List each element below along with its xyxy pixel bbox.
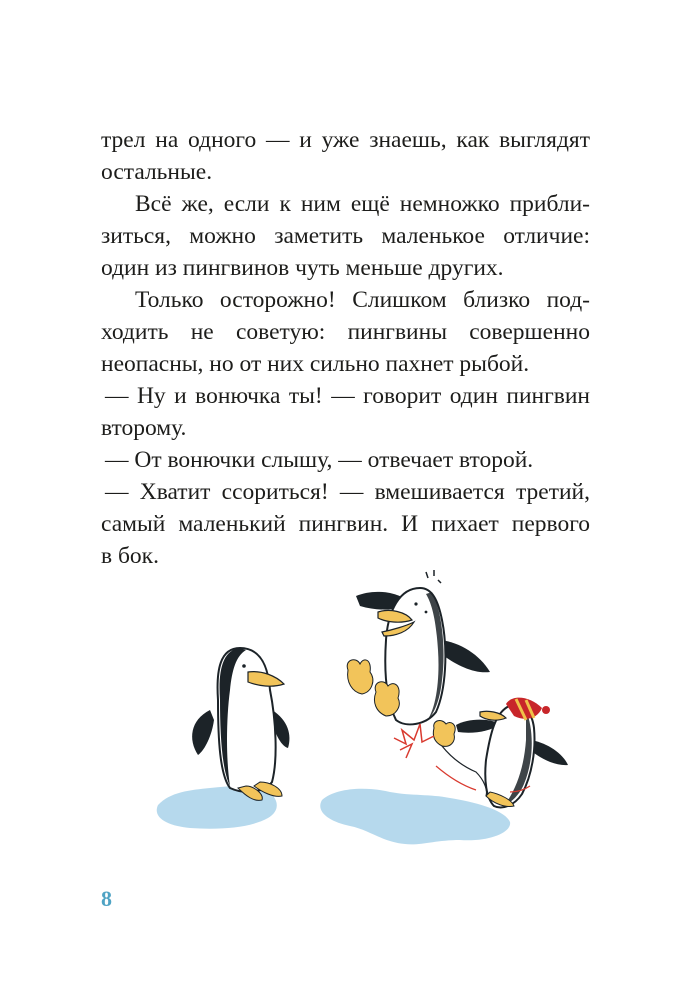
penguin-standing (192, 648, 289, 800)
text-line: второму. (101, 415, 187, 441)
text-line: в бок. (101, 543, 159, 569)
text-line: остальные. (101, 159, 213, 185)
text-line: ходить не советую: пингвины совершенно (101, 319, 590, 345)
text-line: зиться, можно заметить маленькое отличие: (101, 223, 590, 249)
text-line: Только осторожно! Слишком близко под- (135, 287, 590, 313)
ice-patch-right (320, 789, 510, 845)
text-line: неопасны, но от них сильно пахнет рыбой. (101, 351, 530, 377)
body-text (101, 124, 590, 572)
text-line: трел на одного — и уже знаешь, как выглядят (101, 127, 590, 153)
text-line: самый маленький пингвин. И пихает первого (101, 511, 590, 537)
dialogue-line: — От вонючки слышу, — отвечает второй. (105, 447, 534, 473)
penguin-jumping (347, 570, 490, 724)
penguins-illustration (150, 560, 570, 850)
dialogue-line: — Ну и вонючка ты! — говорит один пингвин (105, 383, 590, 409)
dialogue-line: — Хватит ссориться! — вмешивается третий, (105, 479, 590, 505)
text-line: один из пингвинов чуть меньше других. (101, 255, 504, 281)
text-line: Всё же, если к ним ещё немножко прибли- (135, 191, 590, 217)
page-number: 8 (101, 886, 112, 911)
